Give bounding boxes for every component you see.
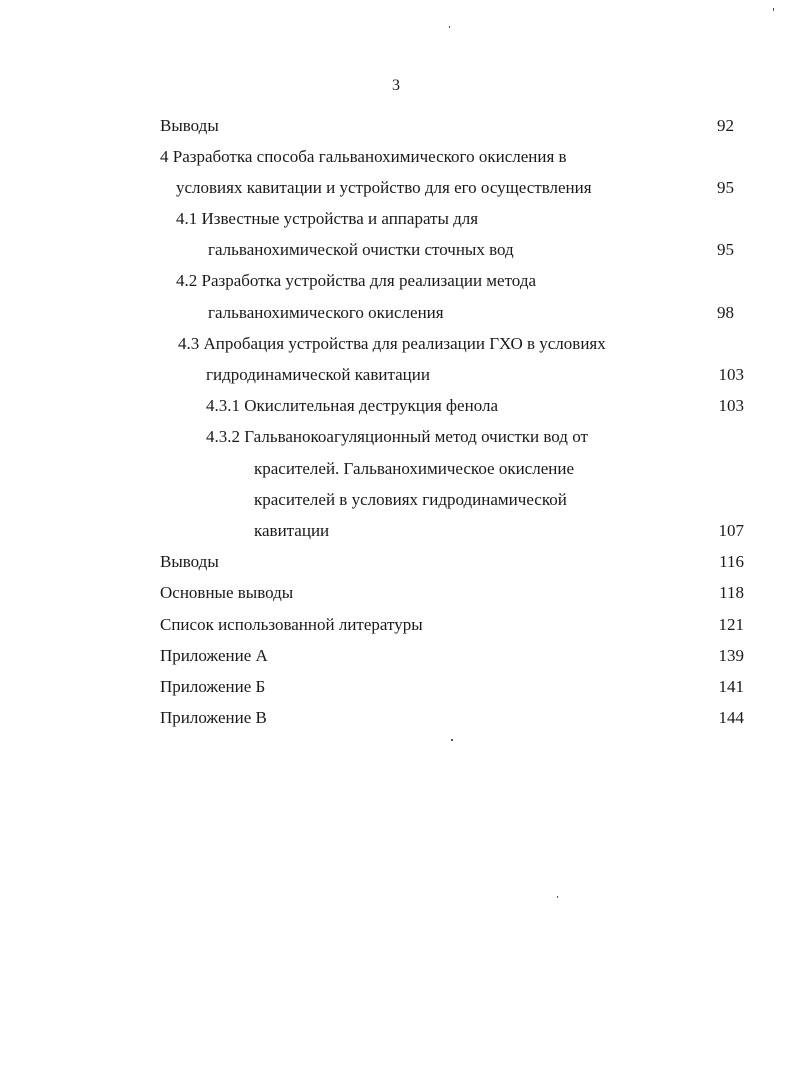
toc-entry: гальванохимического окисления (208, 303, 444, 322)
toc-entry: Приложение Б (160, 677, 266, 696)
toc-page: 118 (719, 583, 744, 602)
toc-entry: 4 Разработка способа гальванохимического окисления в (160, 147, 567, 166)
toc-entry: Выводы (160, 116, 219, 135)
toc-page: 121 (718, 615, 744, 634)
scan-speck (773, 8, 774, 11)
toc-entry: 4.1 Известные устройства и аппараты для (176, 209, 479, 228)
toc-entry: красителей. Гальванохимическое окисление (254, 459, 574, 478)
toc-page: 116 (719, 552, 744, 571)
toc-page: 95 (717, 240, 734, 259)
toc-entry: гальванохимической очистки сточных вод (208, 240, 514, 259)
toc-page: 107 (718, 521, 744, 540)
toc-entry: 4.3.2 Гальванокоагуляционный метод очистки вод от (206, 427, 588, 446)
page-number: 3 (392, 77, 400, 94)
toc-entry: Список использованной литературы (160, 615, 423, 634)
toc-page: 141 (718, 677, 744, 696)
toc-entry: 4.3 Апробация устройства для реализации ГХО в условиях (178, 334, 606, 353)
toc-entry: 4.2 Разработка устройства для реализации метода (176, 271, 537, 290)
scan-speck (449, 26, 450, 28)
toc-page: 103 (718, 365, 744, 384)
toc-entry: Выводы (160, 552, 219, 571)
toc-page: 139 (718, 646, 744, 665)
toc-entry: гидродинамической кавитации (206, 365, 430, 384)
toc-page: 92 (717, 116, 734, 135)
toc-entry: кавитации (254, 521, 330, 540)
toc-page: 103 (718, 396, 744, 415)
toc-entry: условиях кавитации и устройство для его осуществления (176, 178, 592, 197)
toc-page: 144 (718, 708, 744, 727)
toc-entry: Основные выводы (160, 583, 294, 602)
scan-speck (451, 739, 453, 741)
toc-entry: 4.3.1 Окислительная деструкция фенола (206, 396, 498, 415)
scan-speck (557, 896, 558, 898)
toc-entry: Приложение А (160, 646, 268, 665)
toc-page: 95 (717, 178, 734, 197)
toc-entry: Приложение В (160, 708, 267, 727)
toc-entry: красителей в условиях гидродинамической (254, 490, 567, 509)
toc-page: 98 (717, 303, 734, 322)
